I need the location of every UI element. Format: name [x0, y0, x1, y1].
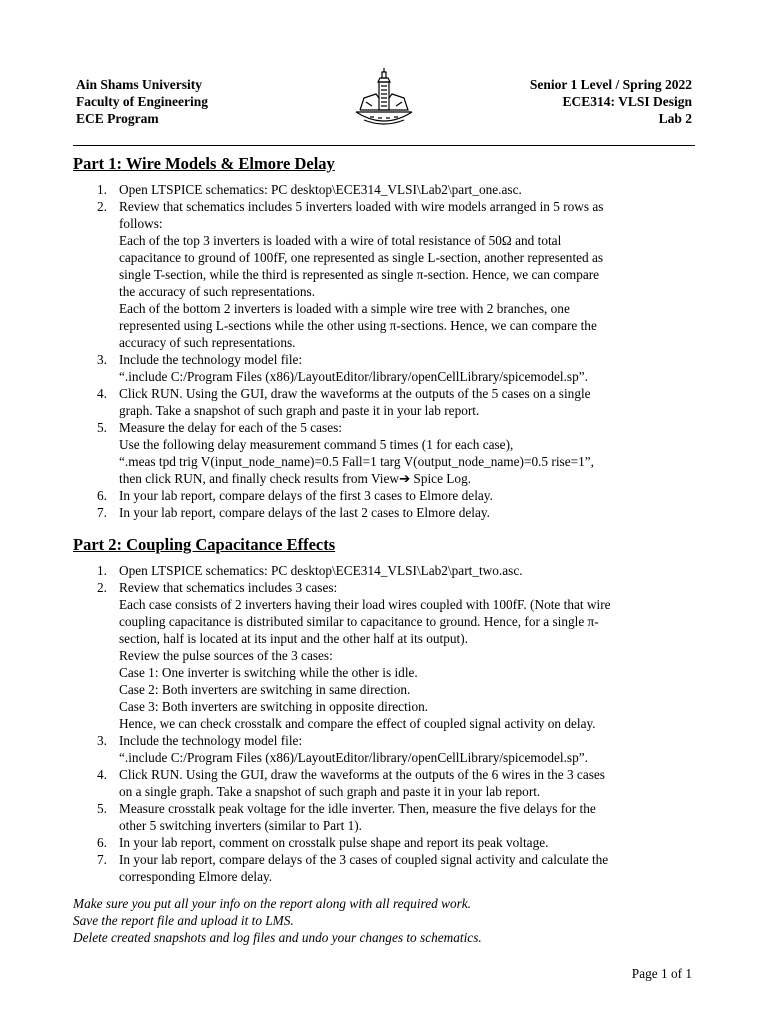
item-line: Click RUN. Using the GUI, draw the waveforms at the outputs of the 6 wires in the 3 cases — [119, 767, 605, 782]
university-name: Ain Shams University — [76, 77, 203, 92]
course-block — [530, 76, 692, 127]
document-body — [73, 153, 695, 885]
item-line: Review that schematics includes 3 cases: — [119, 580, 338, 595]
item-line: capacitance to ground of 100fF, one represented as single L-section, another represented as — [119, 250, 604, 265]
item-number: 1. — [97, 563, 107, 578]
item-line: Case 2: Both inverters are switching in same direction. — [119, 682, 411, 697]
item-line: “.include C:/Program Files (x86)/LayoutEditor/library/openCellLibrary/spicemodel.sp”. — [119, 369, 588, 384]
item-number: 4. — [97, 386, 107, 401]
part2-steps — [73, 562, 695, 885]
list-item — [73, 732, 695, 766]
item-number: 7. — [97, 505, 107, 520]
item-line: Case 1: One inverter is switching while the other is idle. — [119, 665, 418, 680]
list-item — [73, 562, 695, 579]
item-number: 3. — [97, 733, 107, 748]
course-name: ECE314: VLSI Design — [562, 94, 692, 109]
closing-instructions — [73, 895, 482, 946]
part1-title: Part 1: Wire Models & Elmore Delay — [73, 154, 335, 173]
list-item — [73, 834, 695, 851]
item-line: In your lab report, compare delays of the first 3 cases to Elmore delay. — [119, 488, 493, 503]
item-number: 2. — [97, 199, 107, 214]
list-item — [73, 800, 695, 834]
item-line: Use the following delay measurement command 5 times (1 for each case), — [119, 437, 514, 452]
item-line: In your lab report, compare delays of the last 2 cases to Elmore delay. — [119, 505, 490, 520]
list-item — [73, 351, 695, 385]
list-item — [73, 198, 695, 351]
item-line: follows: — [119, 216, 163, 231]
item-line: graph. Take a snapshot of such graph and paste it in your lab report. — [119, 403, 480, 418]
item-line: section, half is located at its input and the other half at its output). — [119, 631, 468, 646]
item-line: Measure crosstalk peak voltage for the idle inverter. Then, measure the five delays for the — [119, 801, 596, 816]
item-line: Each case consists of 2 inverters having their load wires coupled with 100fF. (Note that wire — [119, 597, 611, 612]
lab-number: Lab 2 — [658, 111, 692, 126]
note-line: Delete created snapshots and log files and undo your changes to schematics. — [73, 930, 482, 945]
item-line: “.include C:/Program Files (x86)/LayoutEditor/library/openCellLibrary/spicemodel.sp”. — [119, 750, 588, 765]
item-number: 5. — [97, 801, 107, 816]
note-line: Save the report file and upload it to LMS. — [73, 913, 294, 928]
item-number: 7. — [97, 852, 107, 867]
item-number: 6. — [97, 488, 107, 503]
item-line: other 5 switching inverters (similar to Part 1). — [119, 818, 362, 833]
item-number: 1. — [97, 182, 107, 197]
list-item — [73, 504, 695, 521]
header-divider — [73, 145, 695, 146]
item-line: “.meas tpd trig V(input_node_name)=0.5 Fall=1 targ V(output_node_name)=0.5 rise=1”, — [119, 454, 594, 469]
item-line: coupling capacitance is distributed similar to capacitance to ground. Hence, for a single π- — [119, 614, 599, 629]
item-line: accuracy of such representations. — [119, 335, 296, 350]
part1-steps — [73, 181, 695, 521]
item-line: then click RUN, and finally check results from View➔ Spice Log. — [119, 471, 472, 486]
page-header — [76, 76, 692, 136]
note-line: Make sure you put all your info on the report along with all required work. — [73, 896, 472, 911]
item-line: Measure the delay for each of the 5 cases: — [119, 420, 342, 435]
level-term: Senior 1 Level / Spring 2022 — [529, 77, 692, 92]
item-number: 6. — [97, 835, 107, 850]
item-line: Each of the bottom 2 inverters is loaded with a simple wire tree with 2 branches, one — [119, 301, 570, 316]
list-item — [73, 487, 695, 504]
item-number: 5. — [97, 420, 107, 435]
item-line: on a single graph. Take a snapshot of such graph and paste it in your lab report. — [119, 784, 541, 799]
list-item — [73, 579, 695, 732]
part2-title: Part 2: Coupling Capacitance Effects — [73, 535, 336, 554]
item-line: In your lab report, compare delays of the 3 cases of coupled signal activity and calculate the — [119, 852, 609, 867]
list-item — [73, 851, 695, 885]
item-line: Hence, we can check crosstalk and compare the effect of coupled signal activity on delay. — [119, 716, 596, 731]
page-number: Page 1 of 1 — [631, 966, 692, 981]
list-item — [73, 419, 695, 487]
program-name: ECE Program — [76, 111, 159, 126]
list-item — [73, 181, 695, 198]
list-item — [73, 385, 695, 419]
item-number: 4. — [97, 767, 107, 782]
item-line: single T-section, while the third is represented as single π-section. Hence, we can compare — [119, 267, 600, 282]
item-line: Each of the top 3 inverters is loaded with a wire of total resistance of 50Ω and total — [119, 233, 562, 248]
item-line: Open LTSPICE schematics: PC desktop\ECE314_VLSI\Lab2\part_one.asc. — [119, 182, 522, 197]
institution-block — [76, 76, 208, 127]
item-line: Click RUN. Using the GUI, draw the waveforms at the outputs of the 5 cases on a single — [119, 386, 591, 401]
item-number: 3. — [97, 352, 107, 367]
list-item — [73, 766, 695, 800]
item-number: 2. — [97, 580, 107, 595]
item-line: In your lab report, comment on crosstalk pulse shape and report its peak voltage. — [119, 835, 549, 850]
item-line: Include the technology model file: — [119, 733, 303, 748]
item-line: corresponding Elmore delay. — [119, 869, 273, 884]
item-line: Open LTSPICE schematics: PC desktop\ECE314_VLSI\Lab2\part_two.asc. — [119, 563, 523, 578]
faculty-name: Faculty of Engineering — [76, 94, 208, 109]
item-line: represented using L-sections while the other using π-sections. Hence, we can compare the — [119, 318, 597, 333]
item-line: Include the technology model file: — [119, 352, 303, 367]
university-tower-logo-icon — [352, 68, 416, 130]
item-line: the accuracy of such representations. — [119, 284, 316, 299]
item-line: Review that schematics includes 5 inverters loaded with wire models arranged in 5 rows as — [119, 199, 604, 214]
item-line: Review the pulse sources of the 3 cases: — [119, 648, 333, 663]
item-line: Case 3: Both inverters are switching in opposite direction. — [119, 699, 429, 714]
